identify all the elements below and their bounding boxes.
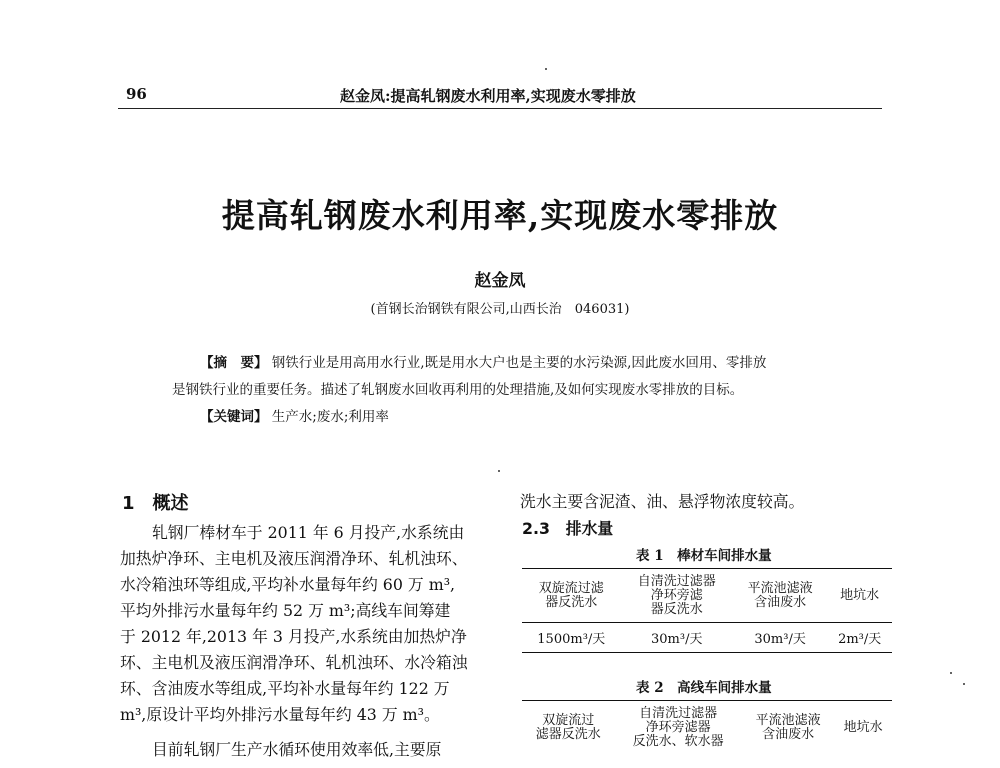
header-line: 平流池滤液 bbox=[755, 712, 821, 728]
table-2-header-cell bbox=[834, 701, 892, 755]
abstract-line-1 bbox=[200, 351, 766, 371]
table-1-value-row bbox=[522, 623, 892, 653]
table-1-value-cell: 1500m³/天 bbox=[537, 632, 606, 647]
table-2-header-row bbox=[522, 701, 892, 755]
table-2-header-cell bbox=[742, 701, 835, 755]
table-1 bbox=[522, 568, 892, 653]
body-line: 于 2012 年,2013 年 3 月投产,水系统由加热炉净 bbox=[120, 627, 467, 646]
table-1-header-cell bbox=[827, 569, 892, 623]
header-line: 滤器反洗水 bbox=[535, 726, 601, 742]
header-line: 自清洗过滤器 bbox=[637, 573, 716, 589]
page-number: 96 bbox=[126, 85, 147, 103]
header-line: 双旋流过 bbox=[542, 712, 595, 728]
abstract-line-2: 是钢铁行业的重要任务。描述了轧钢废水回收再利用的处理措施,及如何实现废水零排放的目标。 bbox=[172, 382, 744, 398]
table-1-value-cell: 30m³/天 bbox=[754, 632, 806, 647]
header-line: 自清洗过滤器 bbox=[639, 705, 718, 721]
header-line: 双旋流过滤 bbox=[538, 580, 604, 596]
body-line: 环、含油废水等组成,平均补水量每年约 122 万 bbox=[120, 679, 450, 698]
author-name: 赵金凤 bbox=[474, 271, 526, 291]
keywords-line bbox=[200, 405, 389, 425]
header-line: 净环旁滤器 bbox=[645, 719, 711, 735]
table-2-header-cell bbox=[615, 701, 742, 755]
header-line: 含油废水 bbox=[754, 594, 807, 610]
table-2-caption: 表 2 高线车间排水量 bbox=[636, 680, 772, 696]
scan-speck bbox=[963, 683, 965, 685]
body-line: 轧钢厂棒材车于 2011 年 6 月投产,水系统由 bbox=[152, 523, 465, 542]
header-line: 地坑水 bbox=[840, 587, 880, 603]
header-line: 净环旁滤 bbox=[650, 587, 703, 603]
header-rule bbox=[118, 108, 882, 109]
table-1-header-cell bbox=[621, 569, 733, 623]
keywords-text: 生产水;废水;利用率 bbox=[271, 409, 389, 425]
scan-speck bbox=[950, 672, 952, 674]
keywords-label: 【关键词】 bbox=[200, 409, 268, 425]
header-line: 反洗水、软水器 bbox=[632, 733, 724, 749]
abstract-label: 【摘 要】 bbox=[200, 355, 268, 371]
table-1-value-cell: 30m³/天 bbox=[651, 632, 703, 647]
section-1-heading: 1 概述 bbox=[122, 493, 189, 514]
table-1-header-cell bbox=[733, 569, 827, 623]
body-line: 平均外排污水量每年约 52 万 m³;高线车间筹建 bbox=[120, 601, 451, 620]
body-line: 水冷箱浊环等组成,平均补水量每年约 60 万 m³, bbox=[120, 575, 456, 594]
table-1-header-row bbox=[522, 569, 892, 623]
body-line: 环、主电机及液压润滑净环、轧机浊环、水冷箱浊 bbox=[120, 653, 468, 672]
header-line: 器反洗水 bbox=[545, 594, 598, 610]
table-2 bbox=[522, 700, 892, 755]
author-affiliation: (首钢长治钢铁有限公司,山西长治 046031) bbox=[370, 302, 630, 317]
body-line: 加热炉净环、主电机及液压润滑净环、轧机浊环、 bbox=[120, 549, 468, 568]
header-line: 平流池滤液 bbox=[747, 580, 813, 596]
table-1-caption: 表 1 棒材车间排水量 bbox=[636, 548, 772, 564]
scan-speck bbox=[545, 68, 547, 70]
header-line: 含油废水 bbox=[762, 726, 815, 742]
body-line: m³,原设计平均外排污水量每年约 43 万 m³。 bbox=[120, 705, 440, 724]
table-1-value-cell: 2m³/天 bbox=[838, 632, 882, 647]
article-title: 提高轧钢废水利用率,实现废水零排放 bbox=[221, 196, 779, 235]
right-column-first-line: 洗水主要含泥渣、油、悬浮物浓度较高。 bbox=[520, 492, 805, 511]
subsection-2-3-heading: 2.3 排水量 bbox=[522, 519, 614, 538]
scan-speck bbox=[498, 470, 500, 472]
table-1-header-cell bbox=[522, 569, 621, 623]
header-line: 器反洗水 bbox=[650, 601, 703, 617]
table-2-header-cell bbox=[522, 701, 615, 755]
abstract-text-1: 钢铁行业是用高用水行业,既是用水大户也是主要的水污染源,因此废水回用、零排放 bbox=[271, 355, 767, 371]
body-line: 目前轧钢厂生产水循环使用效率低,主要原 bbox=[152, 740, 442, 759]
running-header-title: 赵金凤:提高轧钢废水利用率,实现废水零排放 bbox=[340, 87, 636, 105]
header-line: 地坑水 bbox=[843, 719, 883, 735]
